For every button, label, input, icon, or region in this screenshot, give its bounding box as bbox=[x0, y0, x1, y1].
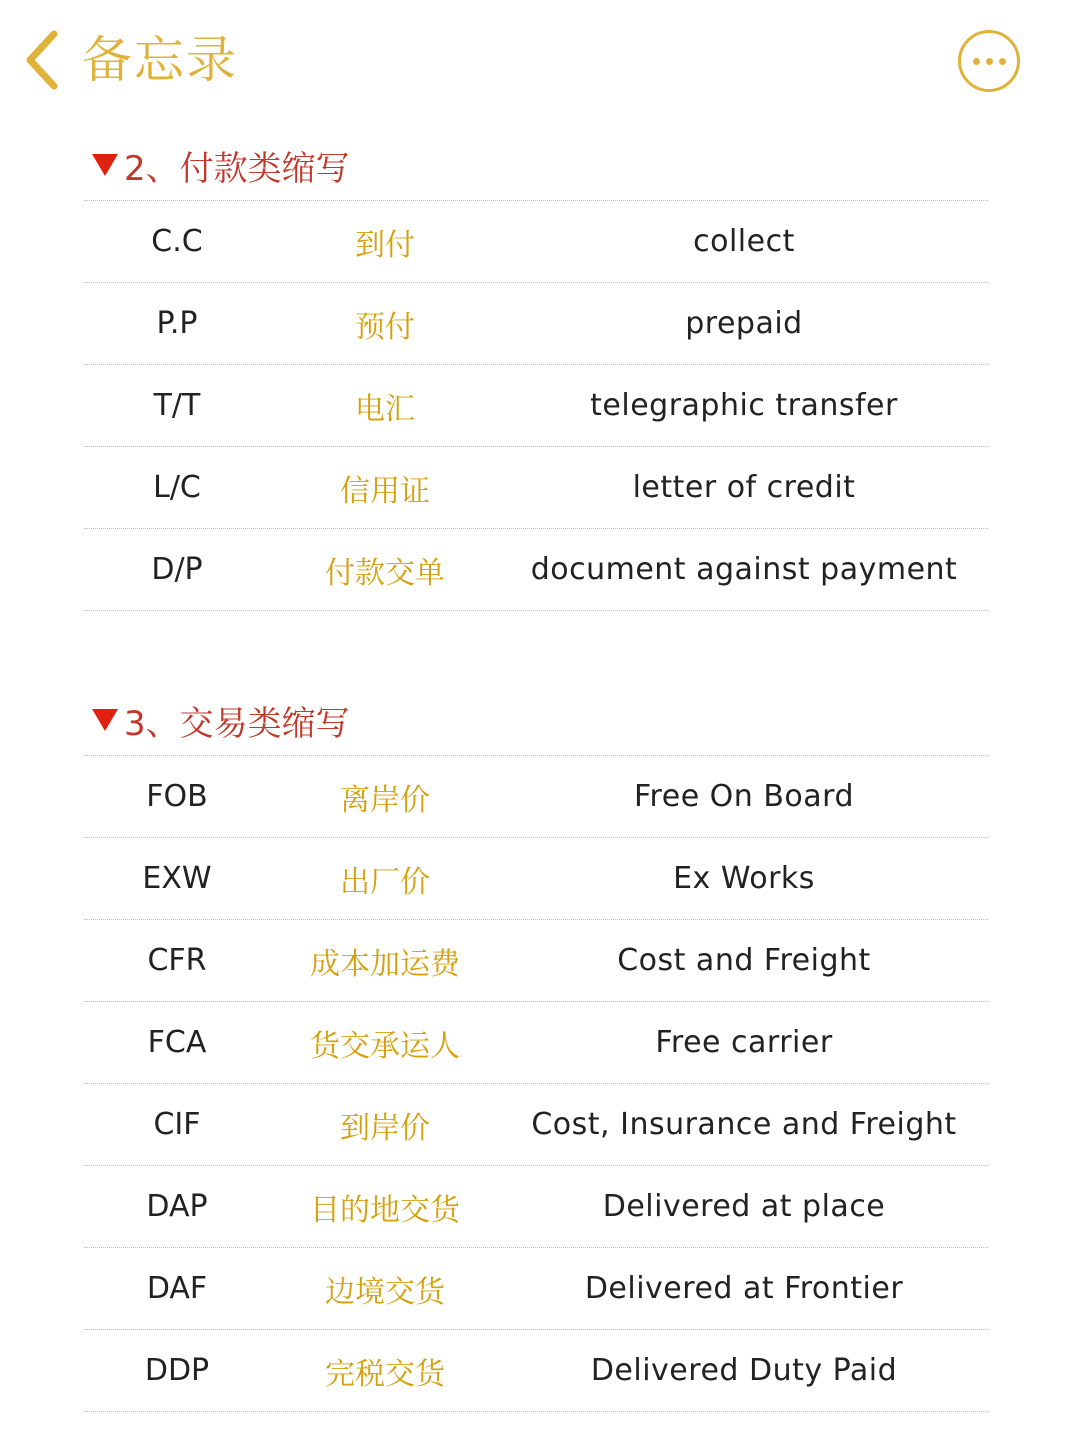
table-row bbox=[84, 1002, 988, 1084]
abbreviation: CFR bbox=[147, 943, 207, 978]
chinese-meaning: 目的地交货 bbox=[310, 1192, 460, 1228]
english-meaning: Cost, Insurance and Freight bbox=[531, 1107, 957, 1142]
triangle-down-icon bbox=[92, 709, 118, 731]
english-meaning: letter of credit bbox=[632, 470, 856, 505]
chinese-meaning: 边境交货 bbox=[325, 1274, 445, 1310]
abbreviation: T/T bbox=[153, 388, 201, 423]
english-meaning: Free carrier bbox=[655, 1025, 833, 1060]
table-row bbox=[84, 838, 988, 920]
table-row bbox=[84, 1330, 988, 1412]
abbreviation: FCA bbox=[147, 1025, 207, 1060]
english-meaning: Delivered Duty Paid bbox=[590, 1353, 898, 1388]
table-row bbox=[84, 283, 988, 365]
abbreviation: C.C bbox=[151, 224, 203, 259]
abbreviation: DDP bbox=[144, 1353, 210, 1388]
table-row bbox=[84, 1166, 988, 1248]
abbreviation: CIF bbox=[153, 1107, 201, 1142]
abbreviation: P.P bbox=[156, 306, 198, 341]
chinese-meaning: 到付 bbox=[355, 227, 415, 263]
abbreviation: DAP bbox=[146, 1189, 208, 1224]
navigation-bar bbox=[0, 0, 1080, 120]
more-options-button[interactable] bbox=[958, 30, 1020, 92]
chinese-meaning: 出厂价 bbox=[340, 864, 430, 900]
english-meaning: document against payment bbox=[530, 552, 958, 587]
section-trade-abbreviations bbox=[84, 685, 988, 1412]
abbreviation: FOB bbox=[146, 779, 208, 814]
english-meaning: Delivered at Frontier bbox=[584, 1271, 904, 1306]
table-row bbox=[84, 529, 988, 611]
chinese-meaning: 完税交货 bbox=[325, 1356, 445, 1392]
table-row bbox=[84, 756, 988, 838]
table-row bbox=[84, 201, 988, 283]
section-payment-abbreviations bbox=[84, 130, 988, 611]
table-row bbox=[84, 1084, 988, 1166]
chinese-meaning: 付款交单 bbox=[325, 555, 445, 591]
chinese-meaning: 成本加运费 bbox=[310, 946, 460, 982]
chinese-meaning: 离岸价 bbox=[340, 782, 430, 818]
english-meaning: Free On Board bbox=[633, 779, 855, 814]
chinese-meaning: 信用证 bbox=[340, 473, 430, 509]
table-row bbox=[84, 920, 988, 1002]
section-title-text: 3、交易类缩写 bbox=[124, 703, 350, 744]
chinese-meaning: 预付 bbox=[355, 309, 415, 345]
abbreviation: EXW bbox=[142, 861, 212, 896]
english-meaning: telegraphic transfer bbox=[590, 388, 898, 423]
table-row bbox=[84, 365, 988, 447]
table-row bbox=[84, 447, 988, 529]
chinese-meaning: 货交承运人 bbox=[310, 1028, 460, 1064]
back-button[interactable] bbox=[22, 28, 238, 92]
english-meaning: Delivered at place bbox=[602, 1189, 886, 1224]
section-title-text: 2、付款类缩写 bbox=[124, 148, 350, 189]
english-meaning: Cost and Freight bbox=[617, 943, 871, 978]
table-row bbox=[84, 1248, 988, 1330]
chinese-meaning: 电汇 bbox=[355, 391, 415, 427]
english-meaning: Ex Works bbox=[673, 861, 815, 896]
triangle-down-icon bbox=[92, 154, 118, 176]
more-horizontal-icon bbox=[973, 58, 980, 65]
english-meaning: prepaid bbox=[685, 306, 803, 341]
back-label: 备忘录 bbox=[82, 31, 238, 89]
section-title bbox=[92, 130, 988, 200]
chinese-meaning: 到岸价 bbox=[340, 1110, 430, 1146]
abbreviation: DAF bbox=[146, 1271, 208, 1306]
english-meaning: collect bbox=[693, 224, 795, 259]
chevron-left-icon bbox=[22, 28, 62, 92]
abbreviation: L/C bbox=[153, 470, 201, 505]
abbreviation: D/P bbox=[151, 552, 203, 587]
section-title bbox=[92, 685, 988, 755]
